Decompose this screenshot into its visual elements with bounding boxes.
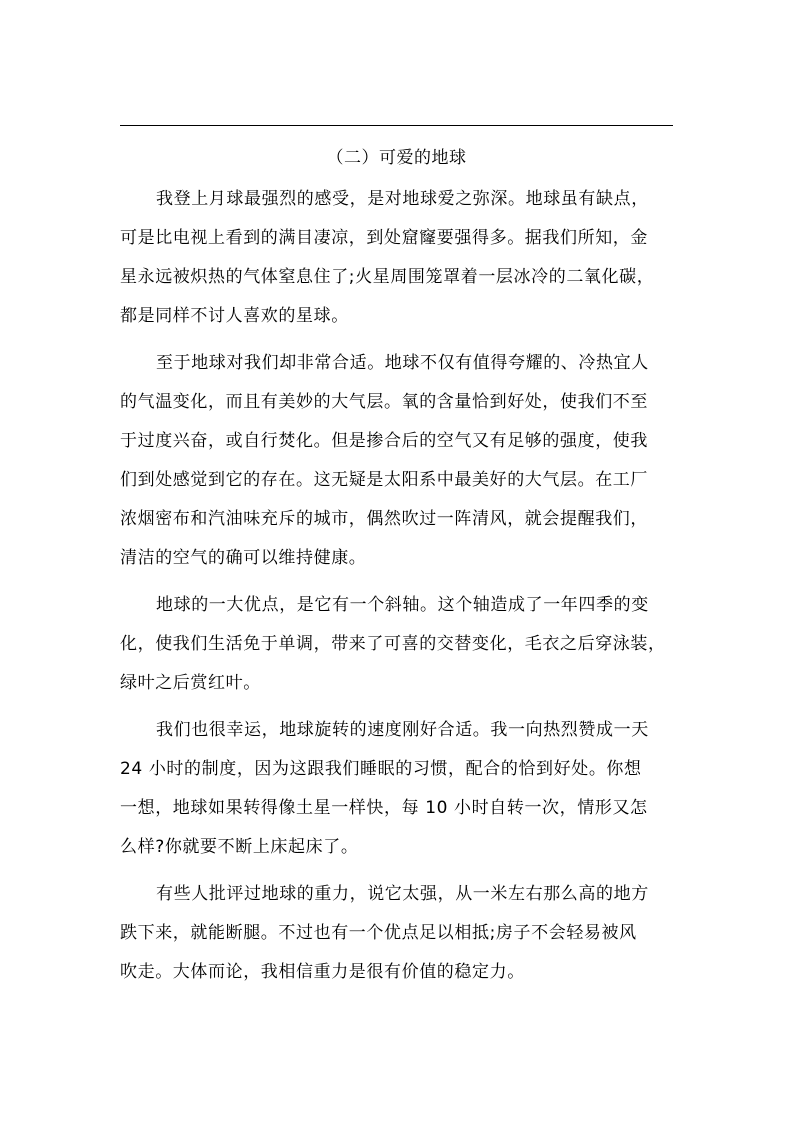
text-line: 地球的一大优点，是它有一个斜轴。这个轴造成了一年四季的变 <box>156 595 649 615</box>
paragraph <box>120 586 673 703</box>
text-line: 吹走。大体而论，我相信重力是很有价值的稳定力。 <box>120 962 525 982</box>
text-line: 都是同样不讨人喜欢的星球。 <box>120 306 349 326</box>
paragraph <box>120 875 673 992</box>
text-line: 可是比电视上看到的满目凄凉，到处窟窿要强得多。据我们所知，金 <box>120 228 648 248</box>
text-line: 浓烟密布和汽油味充斥的城市，偶然吹过一阵清风，就会提醒我们， <box>120 509 648 529</box>
text-line: 至于地球对我们却非常合适。地球不仅有值得夸耀的、冷热宜人 <box>156 353 649 373</box>
text-line: 我登上月球最强烈的感受，是对地球爱之弥深。地球虽有缺点， <box>156 189 649 209</box>
text-line: 跌下来，就能断腿。不过也有一个优点足以相抵;房子不会轻易被风 <box>120 923 637 943</box>
text-line: 们到处感觉到它的存在。这无疑是太阳系中最美好的大气层。在工厂 <box>120 470 648 490</box>
header-rule <box>120 125 673 126</box>
text-line: 我们也很幸运，地球旋转的速度刚好合适。我一向热烈赞成一天 <box>156 720 649 740</box>
text-line: 绿叶之后赏红叶。 <box>120 673 261 693</box>
paragraph <box>120 344 673 578</box>
article-body <box>120 180 673 1000</box>
text-line: 于过度兴奋，或自行焚化。但是掺合后的空气又有足够的强度，使我 <box>120 431 648 451</box>
text-line: 24 小时的制度，因为这跟我们睡眠的习惯，配合的恰到好处。你想 <box>120 759 642 779</box>
text-line: 的气温变化，而且有美妙的大气层。氧的含量恰到好处，使我们不至 <box>120 392 648 412</box>
paragraph <box>120 180 673 336</box>
text-line: 么样?你就要不断上床起床了。 <box>120 837 359 857</box>
paragraph <box>120 711 673 867</box>
page-title: （二）可爱的地球 <box>326 148 467 168</box>
text-line: 星永远被炽热的气体窒息住了;火星周围笼罩着一层冰冷的二氧化碳， <box>120 267 655 287</box>
text-line: 有些人批评过地球的重力，说它太强，从一米左右那么高的地方 <box>156 884 649 904</box>
text-line: 化，使我们生活免于单调，带来了可喜的交替变化，毛衣之后穿泳装， <box>120 634 666 654</box>
text-line: 清洁的空气的确可以维持健康。 <box>120 548 367 568</box>
text-line: 一想，地球如果转得像土星一样快，每 10 小时自转一次，情形又怎 <box>120 798 648 818</box>
